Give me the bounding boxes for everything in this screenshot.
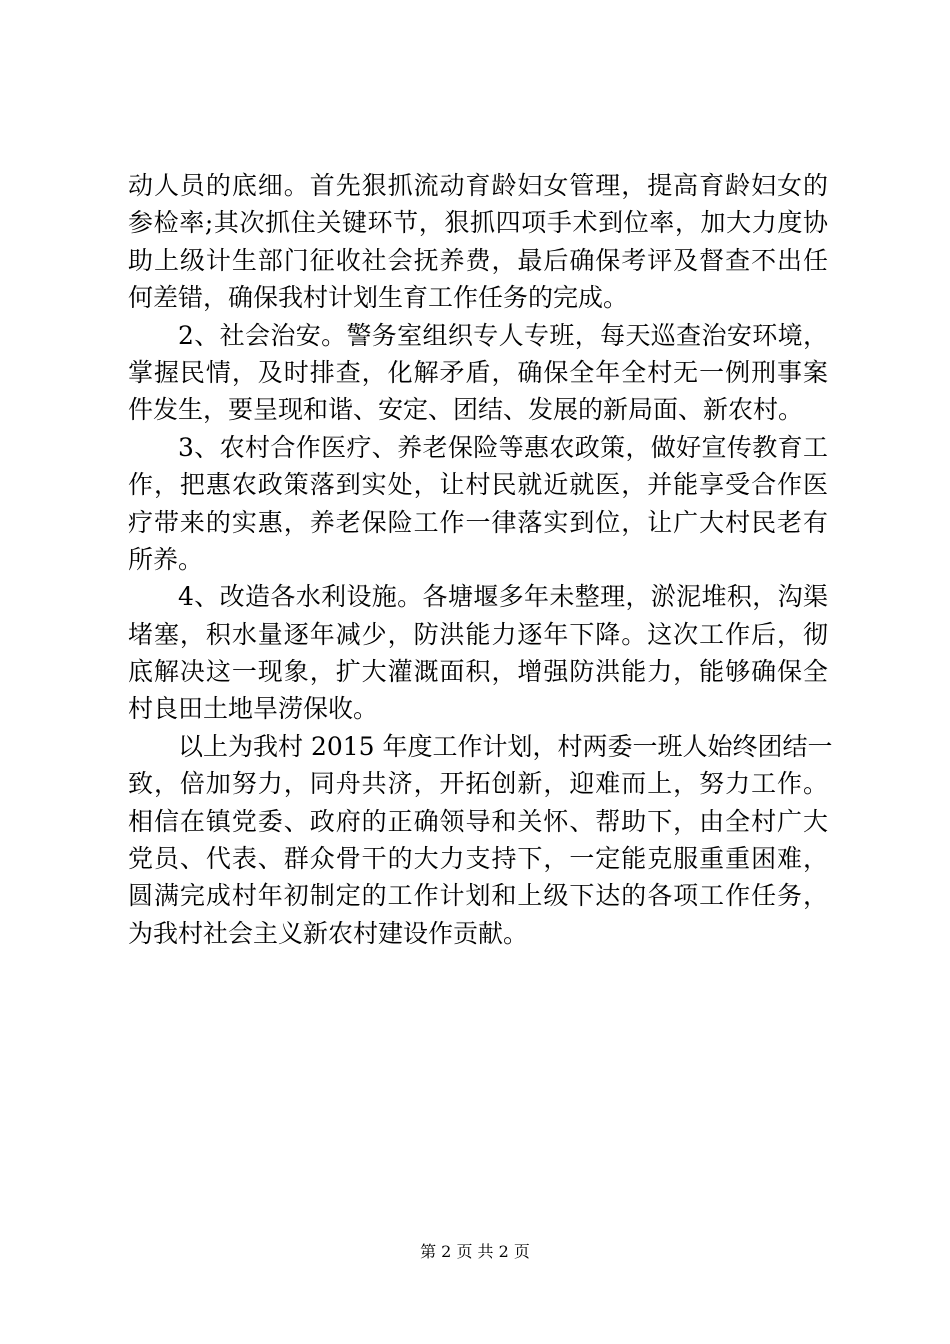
text-line: 为我村社会主义新农村建设作贡献。 <box>128 918 529 948</box>
text-line: 件发生，要呈现和谐、安定、团结、发展的新局面、新农村。 <box>128 395 804 425</box>
paragraph-first-line: 3、农村合作医疗、养老保险等惠农政策，做好宣传教育工 <box>178 432 828 462</box>
text-line: 致，倍加努力，同舟共济，开拓创新，迎难而上，努力工作。 <box>128 769 828 799</box>
paragraph-first-line: 4、改造各水利设施。各塘堰多年未整理，淤泥堆积，沟渠 <box>178 582 828 612</box>
text-line: 底解决这一现象，扩大灌溉面积，增强防洪能力，能够确保全 <box>128 657 828 687</box>
text-line: 动人员的底细。首先狠抓流动育龄妇女管理，提高育龄妇女的 <box>128 171 828 200</box>
text-line: 圆满完成村年初制定的工作计划和上级下达的各项工作任务， <box>128 881 828 911</box>
text-line: 参检率;其次抓住关键环节，狠抓四项手术到位率，加大力度协 <box>128 208 828 238</box>
text-line: 相信在镇党委、政府的正确领导和关怀、帮助下，由全村广大 <box>128 806 828 836</box>
text-line: 助上级计生部门征收社会抚养费，最后确保考评及督查不出任 <box>128 245 828 275</box>
body-text <box>128 167 833 952</box>
text-line: 作，把惠农政策落到实处，让村民就近就医，并能享受合作医 <box>128 470 828 500</box>
paragraph-first-line: 2、社会治安。警务室组织专人专班，每天巡查治安环境， <box>178 320 828 350</box>
text-line: 掌握民情，及时排查，化解矛盾，确保全年全村无一例刑事案 <box>128 357 828 387</box>
text-line: 党员、代表、群众骨干的大力支持下，一定能克服重重困难， <box>128 844 828 874</box>
text-line: 疗带来的实惠，养老保险工作一律落实到位，让广大村民老有 <box>128 507 828 537</box>
page-number-footer: 第 2 页 共 2 页 <box>420 1242 530 1261</box>
text-line: 堵塞，积水量逐年减少，防洪能力逐年下降。这次工作后，彻 <box>128 619 828 649</box>
paragraph-first-line: 以上为我村 2015 年度工作计划，村两委一班人始终团结一 <box>178 731 833 761</box>
text-line: 村良田土地旱涝保收。 <box>128 694 379 724</box>
text-line: 所养。 <box>128 544 204 574</box>
text-line: 何差错，确保我村计划生育工作任务的完成。 <box>128 283 629 313</box>
